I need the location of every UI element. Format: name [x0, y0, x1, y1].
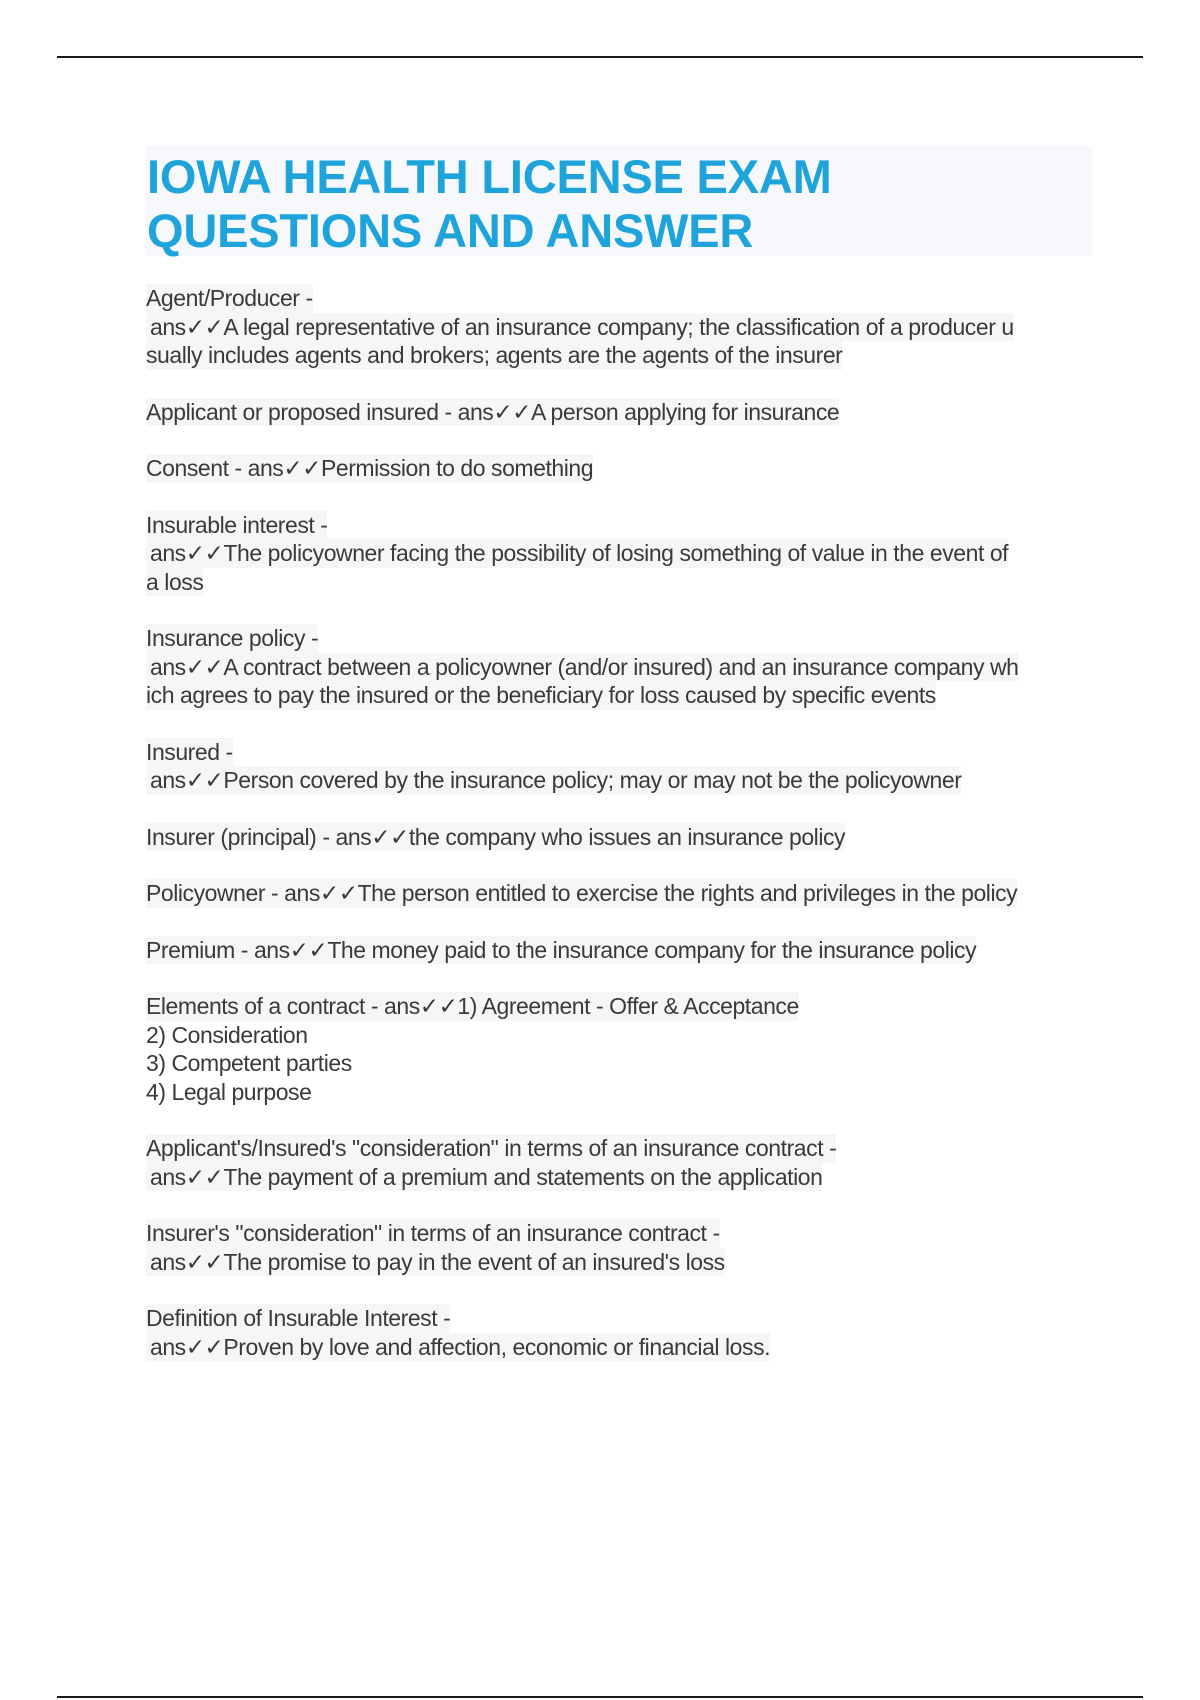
answer-text: ans✓✓A contract between a policyowner (and/or insured) and an insurance company wh	[146, 653, 1018, 682]
question-answer-text: Elements of a contract - ans✓✓1) Agreement - Offer & Acceptance	[146, 993, 799, 1019]
answer-text-continued: a loss	[146, 568, 204, 595]
answer-text-continued: ich agrees to pay the insured or the beneficiary for loss caused by specific events	[146, 682, 936, 708]
list-item: 3) Competent parties	[146, 1050, 352, 1076]
question-answer-text: Policyowner - ans✓✓The person entitled to exercise the rights and privileges in the policy	[146, 880, 1018, 906]
answer-text: ans✓✓The policyowner facing the possibility of losing something of value in the event of	[146, 539, 1008, 568]
question-text: Applicant's/Insured's "consideration" in terms of an insurance contract -	[146, 1135, 837, 1161]
qa-entry	[146, 936, 1106, 965]
question-text: Insurance policy -	[146, 625, 319, 651]
answer-text: ans✓✓Proven by love and affection, economic or financial loss.	[146, 1333, 770, 1362]
qa-entry	[146, 992, 1106, 1106]
qa-entry	[146, 1219, 1106, 1276]
qa-entry	[146, 879, 1106, 908]
qa-list	[146, 284, 1106, 1389]
list-item: 2) Consideration	[146, 1021, 308, 1048]
title-line-2: QUESTIONS AND ANSWER	[147, 204, 754, 257]
list-item: 4) Legal purpose	[146, 1078, 312, 1105]
answer-text-continued: sually includes agents and brokers; agents are the agents of the insurer	[146, 342, 843, 368]
question-text: Insurable interest -	[146, 511, 328, 538]
answer-text: ans✓✓Person covered by the insurance policy; may or may not be the policyowner	[146, 766, 961, 795]
qa-entry	[146, 624, 1106, 710]
qa-entry	[146, 454, 1106, 483]
title-line-1: IOWA HEALTH LICENSE EXAM	[147, 150, 832, 203]
qa-entry	[146, 738, 1106, 795]
question-text: Agent/Producer -	[146, 285, 313, 311]
question-answer-text: Consent - ans✓✓Permission to do something	[146, 455, 594, 481]
question-text: Insurer's "consideration" in terms of an insurance contract -	[146, 1220, 720, 1246]
question-answer-text: Applicant or proposed insured - ans✓✓A person applying for insurance	[146, 398, 840, 425]
document-title	[147, 150, 832, 258]
qa-entry	[146, 823, 1106, 852]
qa-entry	[146, 1134, 1106, 1191]
top-rule	[57, 56, 1143, 58]
answer-text: ans✓✓A legal representative of an insurance company; the classification of a producer u	[146, 313, 1014, 342]
qa-entry	[146, 398, 1106, 427]
qa-entry	[146, 1304, 1106, 1361]
qa-entry	[146, 284, 1106, 370]
answer-text: ans✓✓The promise to pay in the event of an insured's loss	[146, 1248, 725, 1277]
question-answer-text: Insurer (principal) - ans✓✓the company who issues an insurance policy	[146, 823, 846, 850]
qa-entry	[146, 511, 1106, 597]
question-answer-text: Premium - ans✓✓The money paid to the insurance company for the insurance policy	[146, 936, 977, 963]
question-text: Insured -	[146, 738, 233, 765]
question-text: Definition of Insurable Interest -	[146, 1305, 451, 1331]
bottom-rule	[57, 1696, 1143, 1698]
answer-text: ans✓✓The payment of a premium and statements on the application	[146, 1163, 822, 1192]
